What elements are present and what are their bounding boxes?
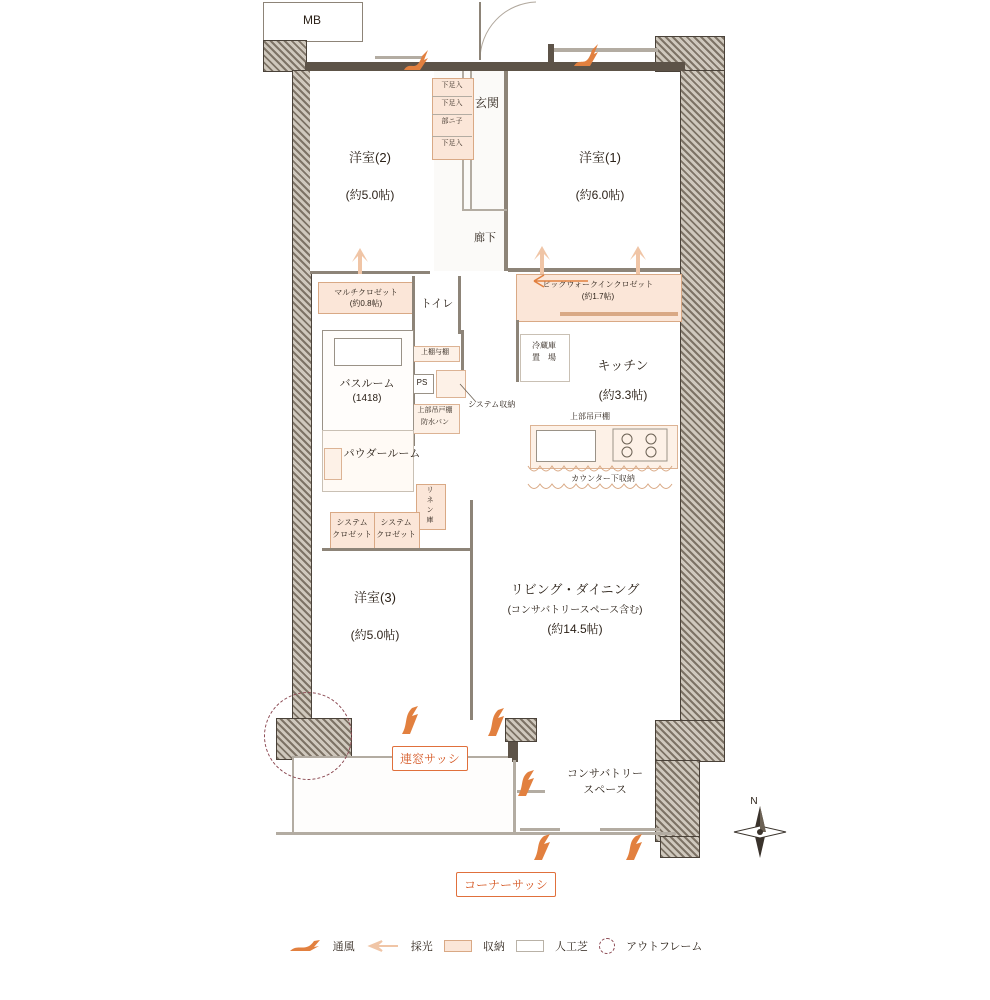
- corridor-label: 廊下: [474, 232, 496, 244]
- kitchen-upper-cabinet-label: 上部吊戸棚: [570, 412, 610, 421]
- corner-sash-label: コーナーサッシ: [456, 872, 556, 897]
- upper-shelf-bath-label: 上棚与棚: [421, 349, 449, 356]
- system-closet-2-line1: システム: [380, 518, 412, 527]
- fridge-line1: 冷蔵庫: [532, 341, 556, 350]
- room-bedroom-2: [310, 71, 430, 271]
- shoe-div-1: [432, 96, 472, 97]
- shoe-div-3: [432, 136, 472, 137]
- wall-hatch-right-lower: [655, 720, 725, 762]
- shoe-cabinet-4: 下足入: [441, 140, 463, 147]
- bedroom-1-area: (約6.0帖): [575, 188, 625, 202]
- daylight-arrow-bedroom2: [346, 248, 374, 274]
- sash-label: 連窓サッシ: [392, 746, 468, 771]
- shoe-cabinet-2: 下足入: [441, 100, 463, 107]
- bedroom-3-area: (約5.0帖): [350, 628, 400, 642]
- kitchen-name: キッチン: [597, 358, 649, 373]
- ld-area: (約14.5帖): [547, 622, 603, 636]
- shoe-div-2: [432, 114, 472, 115]
- kitchen-sink: [536, 430, 596, 462]
- ventilation-arrow-top-right: [572, 42, 602, 70]
- linen-1: リ: [426, 487, 434, 494]
- compass-icon: [730, 800, 790, 860]
- legend-daylight-label: 採光: [410, 941, 433, 953]
- legend-ventilation-icon: [288, 940, 325, 952]
- counter-scallop-icon-2: [528, 484, 678, 496]
- kitchen-area: (約3.3帖): [598, 388, 648, 402]
- conservatory-line1: コンサバトリー: [566, 768, 644, 780]
- bedroom-2-area: (約5.0帖): [345, 188, 395, 202]
- entrance-door-icon: [478, 0, 538, 62]
- wall-top: [305, 62, 685, 71]
- linen-2: ネ: [426, 497, 434, 504]
- fridge-line2: 置 場: [532, 353, 556, 362]
- legend-turf-swatch: [516, 940, 544, 952]
- bathtub: [334, 338, 402, 366]
- closet-arrow-icon: [520, 272, 590, 290]
- wall-left-outer: [292, 70, 312, 722]
- bathroom-size: (1418): [352, 393, 382, 404]
- bwic-line2: (約1.7帖): [581, 292, 615, 301]
- window-top-right: [548, 48, 658, 52]
- wall-kitchen-left: [516, 320, 519, 382]
- ld-name: リビング・ダイニング: [510, 582, 640, 597]
- multi-closet-line1: マルチクロゼット: [334, 288, 398, 297]
- shoe-cabinet-3: 部ニ子: [441, 118, 463, 125]
- ld-note: (コンサバトリースペース含む): [507, 605, 643, 616]
- linen-3: ン: [426, 507, 434, 514]
- legend-storage-swatch: [444, 940, 472, 952]
- entrance-step-line2: [462, 209, 507, 211]
- mb-label: MB: [303, 13, 321, 27]
- legend-daylight-icon: [366, 940, 403, 952]
- legend-turf-label: 人工芝: [555, 941, 589, 953]
- shoe-cabinet-1: 下足入: [441, 82, 463, 89]
- system-storage-label: システム収納: [468, 400, 516, 409]
- cooktop-icon: [612, 428, 668, 462]
- conservatory-line2: スペース: [583, 784, 627, 796]
- upper-cabinet-label: 上部吊戸棚: [417, 407, 453, 414]
- wall-bedroom3-top: [322, 548, 472, 551]
- counter-scallop-icon: [528, 466, 678, 480]
- wall-right-outer: [680, 70, 725, 722]
- ventilation-arrow-bottom-left: [398, 706, 426, 736]
- system-closet-1-line1: システム: [336, 518, 368, 527]
- wall-hatch-mb: [263, 40, 307, 72]
- bathroom-name: バスルーム: [339, 378, 395, 390]
- wall-toilet-right: [458, 276, 461, 334]
- bedroom-3-name: 洋室(3): [354, 590, 396, 605]
- ventilation-arrow-bottom-1: [530, 834, 558, 862]
- conservatory-window-bottom2: [600, 828, 660, 831]
- multi-closet-line2: (約0.8帖): [349, 299, 383, 308]
- system-closet-1-line2: クロゼット: [332, 530, 372, 539]
- bedroom-2-name: 洋室(2): [349, 150, 391, 165]
- waterproof-pan-label: 防水パン: [421, 419, 449, 426]
- bwic-hanger: [560, 312, 678, 316]
- legend: [0, 938, 990, 954]
- legend-outframe-swatch: [599, 938, 615, 954]
- legend-outframe-label: アウトフレーム: [626, 941, 703, 953]
- powder-room-label: パウダールーム: [343, 448, 421, 460]
- bwic-line1: ビッグウォークインクロゼット: [542, 280, 654, 289]
- linen-4: 庫: [426, 517, 434, 524]
- ps-label: PS: [416, 378, 428, 387]
- counter-under-storage-label: カウンター下収納: [571, 474, 635, 483]
- ventilation-arrow-bottom-mid: [484, 708, 512, 738]
- conservatory-window-bottom: [520, 828, 560, 831]
- wall-hall-right: [461, 330, 464, 370]
- daylight-arrow-bedroom1: [528, 246, 556, 274]
- multi-closet: [318, 282, 416, 314]
- legend-ventilation-label: 通風: [332, 941, 355, 953]
- ventilation-arrow-conservatory: [514, 770, 542, 798]
- balcony-bottom-edge: [276, 832, 676, 835]
- entrance-label: 玄関: [474, 96, 499, 110]
- bedroom-1-name: 洋室(1): [579, 150, 621, 165]
- ventilation-arrow-bottom-2: [622, 834, 650, 862]
- system-closet-2-line2: クロゼット: [376, 530, 416, 539]
- vanity: [324, 448, 342, 480]
- outframe-marker: [264, 692, 352, 780]
- daylight-arrow-bedroom1-2: [624, 246, 652, 274]
- toilet-label: トイレ: [420, 298, 454, 310]
- wall-top-notch: [548, 44, 554, 70]
- legend-storage-label: 収納: [482, 941, 505, 953]
- wall-bottom-right-corner: [660, 836, 700, 858]
- system-storage-leader-icon: [460, 384, 482, 406]
- ventilation-arrow-top-left: [402, 48, 432, 74]
- compass-north-label: N: [750, 796, 758, 807]
